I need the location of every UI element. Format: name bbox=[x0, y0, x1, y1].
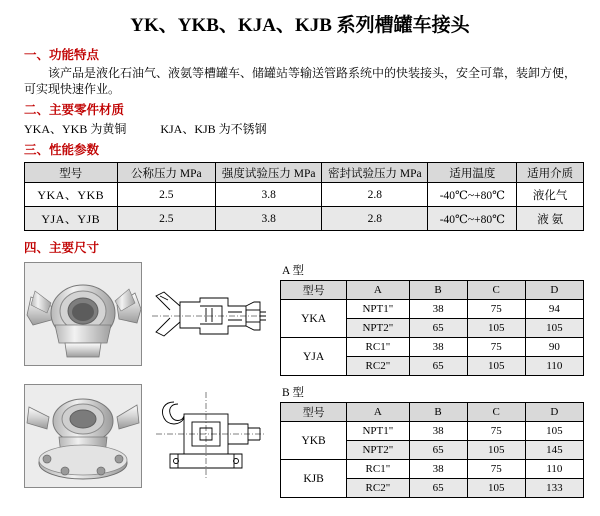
line-drawing-b bbox=[150, 384, 268, 488]
dimA-r0-model: YKA bbox=[281, 300, 347, 338]
perf-col-model: 型号 bbox=[25, 163, 118, 183]
table-row bbox=[281, 460, 584, 479]
dimB-r2-c: 75 bbox=[467, 460, 525, 479]
dimB-col-d: D bbox=[525, 403, 583, 422]
dimB-r0-c: 75 bbox=[467, 422, 525, 441]
dimB-r1-c: 105 bbox=[467, 441, 525, 460]
materials-line bbox=[24, 120, 590, 137]
dimA-r3-c: 105 bbox=[467, 357, 525, 376]
section-heading-performance: 三、性能参数 bbox=[24, 143, 100, 157]
dimA-col-d: D bbox=[525, 281, 583, 300]
perf-r0-c4: -40℃~+80℃ bbox=[428, 183, 517, 207]
table-header-row bbox=[25, 163, 584, 183]
dimB-col-a: A bbox=[347, 403, 409, 422]
perf-col-strength-pressure: 强度试验压力 MPa bbox=[216, 163, 322, 183]
dimB-r0-model: YKB bbox=[281, 422, 347, 460]
dimension-row-a bbox=[10, 262, 590, 376]
photo-coupling-a bbox=[24, 262, 142, 366]
line-drawing-a bbox=[150, 262, 268, 366]
perf-r0-c2: 3.8 bbox=[216, 183, 322, 207]
features-text: 该产品是液化石油气、液氨等槽罐车、储罐站等输送管路系统中的快装接头，安全可靠，装卸方便，可实现快速作业。 bbox=[24, 66, 577, 96]
dimensions-area bbox=[10, 262, 590, 498]
dimB-col-b: B bbox=[409, 403, 467, 422]
dimA-r2-c: 75 bbox=[467, 338, 525, 357]
section-heading-dimensions: 四、主要尺寸 bbox=[24, 241, 100, 255]
dimB-r3-d: 133 bbox=[525, 479, 583, 498]
dimB-r1-a: NPT2" bbox=[347, 441, 409, 460]
table-row bbox=[281, 422, 584, 441]
dimA-r0-b: 38 bbox=[409, 300, 467, 319]
dimA-r0-a: NPT1" bbox=[347, 300, 409, 319]
dimB-r2-a: RC1" bbox=[347, 460, 409, 479]
perf-r1-c3: 2.8 bbox=[322, 207, 428, 231]
dimB-r3-a: RC2" bbox=[347, 479, 409, 498]
dimension-table-b bbox=[280, 402, 584, 498]
type-label-b: B 型 bbox=[282, 387, 305, 399]
materials-left: YKA、YKB 为黄铜 bbox=[24, 122, 127, 136]
page-title: YK、YKB、KJA、KJB 系列槽罐车接头 bbox=[130, 15, 470, 36]
table-row bbox=[25, 207, 584, 231]
table-row bbox=[25, 183, 584, 207]
dimA-r1-b: 65 bbox=[409, 319, 467, 338]
dimB-r0-a: NPT1" bbox=[347, 422, 409, 441]
dimB-r1-b: 65 bbox=[409, 441, 467, 460]
dimA-r2-b: 38 bbox=[409, 338, 467, 357]
dimension-row-b bbox=[10, 384, 590, 498]
perf-r0-c1: 2.5 bbox=[117, 183, 216, 207]
perf-r1-c1: 2.5 bbox=[117, 207, 216, 231]
dimA-r1-a: NPT2" bbox=[347, 319, 409, 338]
dimB-r0-b: 38 bbox=[409, 422, 467, 441]
perf-col-seal-pressure: 密封试验压力 MPa bbox=[322, 163, 428, 183]
dimA-col-a: A bbox=[347, 281, 409, 300]
dimA-r1-d: 105 bbox=[525, 319, 583, 338]
dimB-r2-d: 110 bbox=[525, 460, 583, 479]
dimension-table-a-wrap bbox=[280, 262, 584, 376]
perf-r1-c2: 3.8 bbox=[216, 207, 322, 231]
photo-coupling-b bbox=[24, 384, 142, 488]
perf-r1-c4: -40℃~+80℃ bbox=[428, 207, 517, 231]
dimA-r2-d: 90 bbox=[525, 338, 583, 357]
dimB-col-c: C bbox=[467, 403, 525, 422]
dimB-r1-d: 145 bbox=[525, 441, 583, 460]
perf-r0-c3: 2.8 bbox=[322, 183, 428, 207]
dimA-r1-c: 105 bbox=[467, 319, 525, 338]
dimB-r0-d: 105 bbox=[525, 422, 583, 441]
dimA-r0-c: 75 bbox=[467, 300, 525, 319]
perf-r1-c0: YJA、YJB bbox=[25, 207, 118, 231]
perf-r0-c0: YKA、YKB bbox=[25, 183, 118, 207]
dimA-r2-a: RC1" bbox=[347, 338, 409, 357]
type-label-a: A 型 bbox=[282, 265, 305, 277]
perf-col-temperature: 适用温度 bbox=[428, 163, 517, 183]
dimB-r3-b: 65 bbox=[409, 479, 467, 498]
dimB-r3-c: 105 bbox=[467, 479, 525, 498]
perf-col-medium: 适用介质 bbox=[517, 163, 584, 183]
perf-r1-c5: 液 氨 bbox=[517, 207, 584, 231]
dimA-col-b: B bbox=[409, 281, 467, 300]
dimA-r2-model: YJA bbox=[281, 338, 347, 376]
perf-col-nominal-pressure: 公称压力 MPa bbox=[117, 163, 216, 183]
dimB-r2-model: KJB bbox=[281, 460, 347, 498]
table-row bbox=[281, 338, 584, 357]
materials-right: KJA、KJB 为不锈钢 bbox=[160, 122, 267, 136]
section-heading-features: 一、功能特点 bbox=[24, 48, 100, 62]
dimA-col-c: C bbox=[467, 281, 525, 300]
perf-r0-c5: 液化气 bbox=[517, 183, 584, 207]
dimension-table-a bbox=[280, 280, 584, 376]
dimension-table-b-wrap bbox=[280, 384, 584, 498]
table-header-row bbox=[281, 403, 584, 422]
dimA-r3-d: 110 bbox=[525, 357, 583, 376]
section-heading-materials: 二、主要零件材质 bbox=[24, 103, 125, 117]
dimB-col-model: 型号 bbox=[281, 403, 347, 422]
dimA-r3-b: 65 bbox=[409, 357, 467, 376]
table-row bbox=[281, 300, 584, 319]
table-header-row bbox=[281, 281, 584, 300]
dimA-r0-d: 94 bbox=[525, 300, 583, 319]
dimB-r2-b: 38 bbox=[409, 460, 467, 479]
dimA-r3-a: RC2" bbox=[347, 357, 409, 376]
dimA-col-model: 型号 bbox=[281, 281, 347, 300]
performance-table bbox=[24, 162, 584, 231]
